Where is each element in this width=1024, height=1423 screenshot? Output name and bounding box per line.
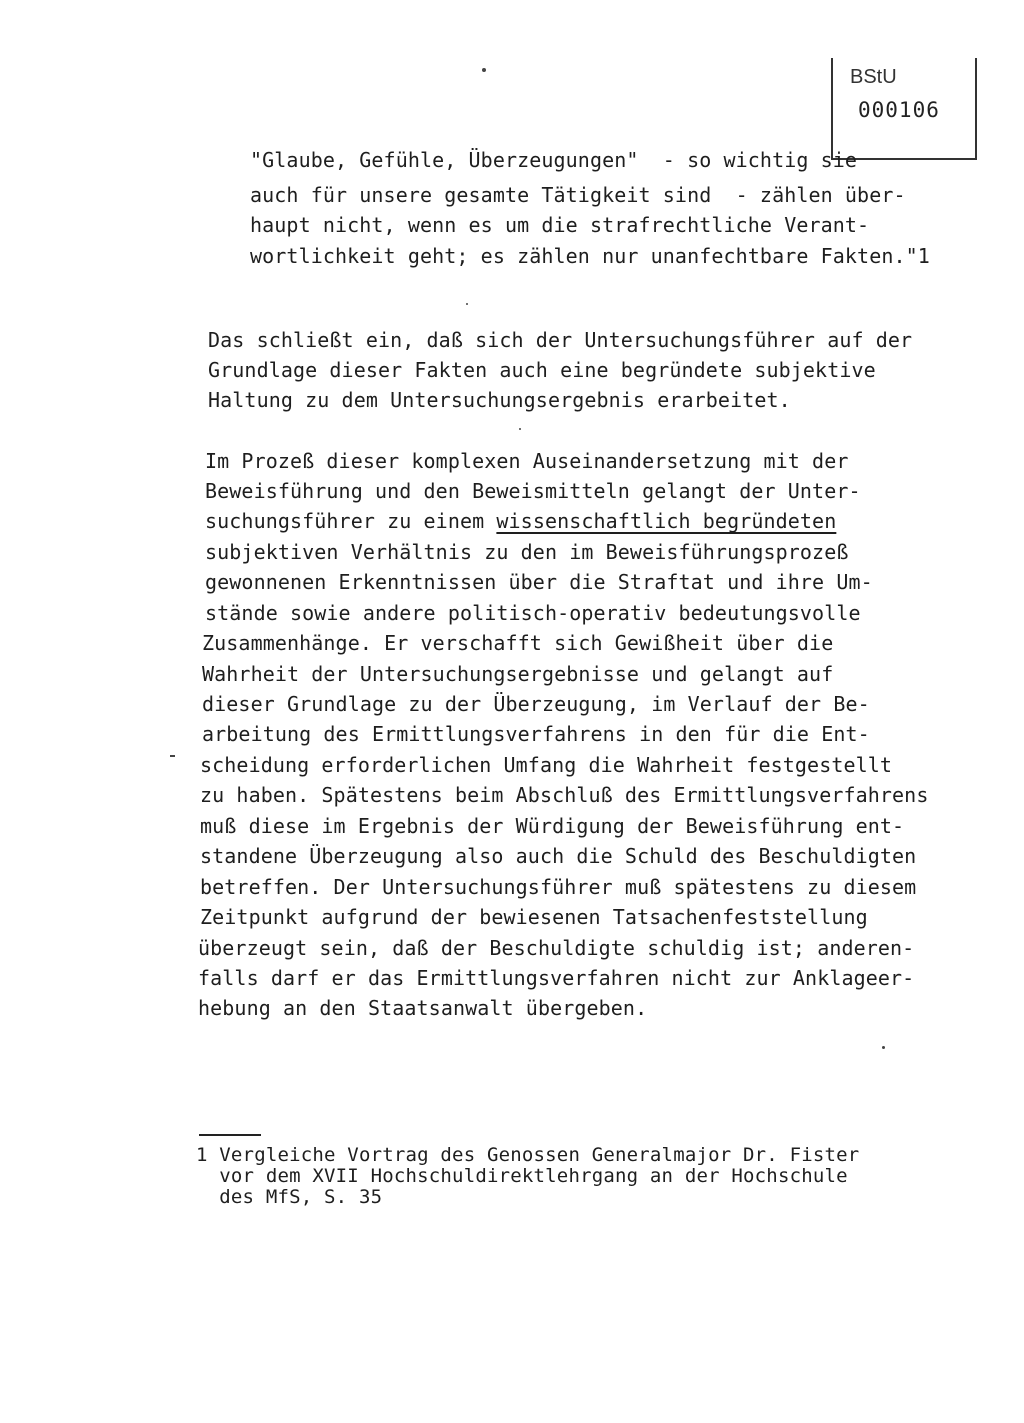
paragraph-line: betreffen. Der Untersuchungsführer muß spätestens zu diesem xyxy=(200,875,917,899)
quote-line: "Glaube, Gefühle, Überzeugungen" - so wichtig sie xyxy=(250,148,858,172)
paragraph-line: gewonnenen Erkenntnissen über die Straftat und ihre Um- xyxy=(205,570,873,594)
paragraph-text: suchungsführer zu einem xyxy=(205,509,497,533)
paragraph-line: Wahrheit der Untersuchungsergebnisse und gelangt auf xyxy=(202,662,834,686)
scan-speck xyxy=(466,303,468,305)
footnote-line: des MfS, S. 35 xyxy=(196,1186,383,1208)
scan-speck xyxy=(170,755,175,757)
footnote-line: 1 Vergleiche Vortrag des Genossen Generalmajor Dr. Fister xyxy=(196,1144,860,1166)
paragraph-line: muß diese im Ergebnis der Würdigung der Beweisführung ent- xyxy=(200,814,905,838)
paragraph-line: Zusammenhänge. Er verschafft sich Gewißheit über die xyxy=(202,631,834,655)
scan-speck xyxy=(482,68,486,72)
paragraph-line: stände sowie andere politisch-operativ bedeutungsvolle xyxy=(205,601,861,625)
paragraph-line: Das schließt ein, daß sich der Untersuchungsführer auf der xyxy=(208,328,913,352)
quote-line: auch für unsere gesamte Tätigkeit sind - zählen über- xyxy=(250,183,906,207)
paragraph-line: Zeitpunkt aufgrund der bewiesenen Tatsachenfeststellung xyxy=(200,905,868,929)
paragraph-line: subjektiven Verhältnis zu den im Beweisführungsprozeß xyxy=(205,540,849,564)
archive-page-number: 000106 xyxy=(858,98,940,122)
paragraph-line xyxy=(205,506,836,536)
scan-speck xyxy=(882,1046,885,1049)
paragraph-line: arbeitung des Ermittlungsverfahrens in den für die Ent- xyxy=(202,722,870,746)
footnote-separator xyxy=(199,1134,261,1136)
paragraph-line: hebung an den Staatsanwalt übergeben. xyxy=(198,996,648,1020)
paragraph-line: dieser Grundlage zu der Überzeugung, im Verlauf der Be- xyxy=(202,692,870,716)
paragraph-line: Haltung zu dem Untersuchungsergebnis erarbeitet. xyxy=(208,388,791,412)
paragraph-line: standene Überzeugung also auch die Schuld des Beschuldigten xyxy=(200,844,917,868)
paragraph-line: Im Prozeß dieser komplexen Auseinandersetzung mit der xyxy=(205,449,849,473)
underlined-emphasis: wissenschaftlich begründeten xyxy=(496,509,837,533)
scan-speck xyxy=(519,428,521,430)
archive-stamp-label: BStU xyxy=(850,66,897,88)
paragraph-line: zu haben. Spätestens beim Abschluß des Ermittlungsverfahrens xyxy=(200,783,929,807)
quote-line: wortlichkeit geht; es zählen nur unanfechtbare Fakten."1 xyxy=(250,244,930,268)
paragraph-line: überzeugt sein, daß der Beschuldigte schuldig ist; anderen- xyxy=(198,936,915,960)
paragraph-line: falls darf er das Ermittlungsverfahren nicht zur Anklageer- xyxy=(198,966,915,990)
paragraph-line: scheidung erforderlichen Umfang die Wahrheit festgestellt xyxy=(200,753,893,777)
paragraph-line: Grundlage dieser Fakten auch eine begründete subjektive xyxy=(208,358,876,382)
quote-line: haupt nicht, wenn es um die strafrechtliche Verant- xyxy=(250,213,870,237)
paragraph-line: Beweisführung und den Beweismitteln gelangt der Unter- xyxy=(205,479,861,503)
footnote-line: vor dem XVII Hochschuldirektlehrgang an der Hochschule xyxy=(196,1165,848,1187)
